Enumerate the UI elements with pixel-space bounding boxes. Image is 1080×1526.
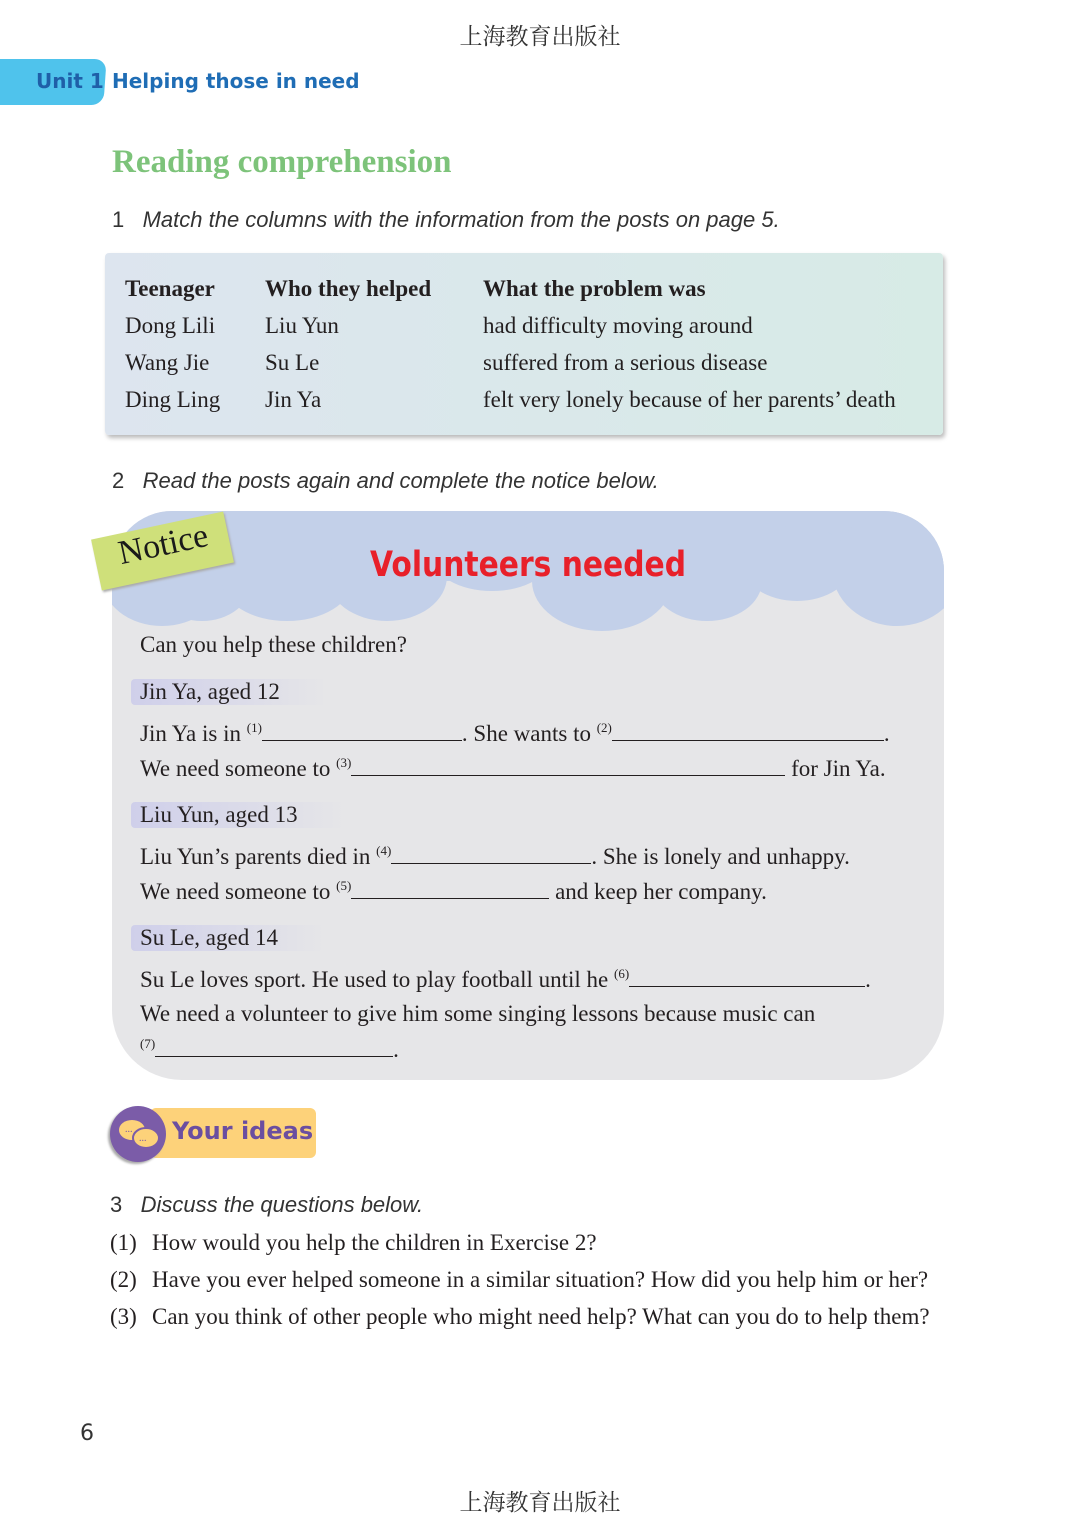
notice-line: We need a volunteer to give him some singing lessons because music can <box>140 1001 816 1026</box>
page-number: 6 <box>80 1421 94 1446</box>
svg-text:...: ... <box>139 1133 147 1144</box>
exercise-2-instruction: 2 Read the posts again and complete the notice below. <box>112 468 659 493</box>
speech-bubbles-icon <box>110 1106 166 1162</box>
child-heading-jin-ya: Jin Ya, aged 12 <box>131 679 328 705</box>
blank-3[interactable] <box>351 757 785 776</box>
cell: had difficulty moving around <box>483 313 753 338</box>
notice-title: Volunteers needed <box>369 545 687 585</box>
question-item: (1) How would you help the children in Exercise 2? <box>110 1230 597 1255</box>
notice-line: We need someone to $^{(3)}$ for Jin Ya. <box>140 755 886 781</box>
notice-line: We need someone to $^{(5)}$ and keep her company. <box>140 878 767 904</box>
cell: Ding Ling <box>125 387 221 412</box>
your-ideas-label: Your ideas <box>172 1117 314 1145</box>
child-heading-liu-yun: Liu Yun, aged 13 <box>131 802 346 828</box>
blank-1[interactable] <box>262 722 462 741</box>
notice-intro: Can you help these children? <box>140 632 407 657</box>
blank-7[interactable] <box>155 1038 393 1057</box>
header: Teenager <box>125 276 215 301</box>
exercise-3-instruction: 3 Discuss the questions below. <box>110 1192 424 1217</box>
cell: Wang Jie <box>125 350 210 375</box>
cell: Dong Lili <box>125 313 216 338</box>
column-who-helped <box>265 270 431 418</box>
blank-6[interactable] <box>629 968 865 987</box>
child-heading-su-le: Su Le, aged 14 <box>131 925 326 951</box>
notice-line: Su Le loves sport. He used to play football until he $^{(6)}$ . <box>140 966 871 992</box>
cell: felt very lonely because of her parents’ death <box>483 387 896 412</box>
matching-table <box>105 253 943 435</box>
column-problem <box>483 270 896 418</box>
cell: suffered from a serious disease <box>483 350 768 375</box>
question-list <box>110 1225 950 1334</box>
svg-text:...: ... <box>125 1124 133 1135</box>
exercise-1-instruction: 1 Match the columns with the information from the posts on page 5. <box>112 207 780 232</box>
blank-2[interactable] <box>612 722 884 741</box>
section-title: Reading comprehension <box>112 144 452 180</box>
blank-5[interactable] <box>351 880 549 899</box>
cell: Liu Yun <box>265 313 339 338</box>
blank-4[interactable] <box>391 845 591 864</box>
cell: Jin Ya <box>265 387 322 412</box>
publisher-header: 上海教育出版社 <box>459 24 621 50</box>
cell: Su Le <box>265 350 320 375</box>
column-teenager <box>125 270 220 418</box>
notice-line: $^{(7)}$ . <box>140 1036 399 1062</box>
question-item: (2) Have you ever helped someone in a similar situation? How did you help him or her? <box>110 1267 929 1292</box>
question-item: (3) Can you think of other people who might need help? What can you do to help them? <box>110 1304 930 1329</box>
notice-tag-label: Notice <box>115 516 212 573</box>
unit-label: Unit 1 <box>36 69 104 93</box>
notice-line: Jin Ya is in $^{(1)}$ . She wants to $^{(2)}$ . <box>140 720 890 746</box>
notice-board <box>112 511 944 1080</box>
publisher-footer: 上海教育出版社 <box>459 1490 621 1516</box>
header: What the problem was <box>483 276 706 301</box>
unit-title: Helping those in need <box>112 69 360 93</box>
header: Who they helped <box>265 276 432 301</box>
notice-line: Liu Yun’s parents died in $^{(4)}$ . She is lonely and unhappy. <box>140 843 850 869</box>
